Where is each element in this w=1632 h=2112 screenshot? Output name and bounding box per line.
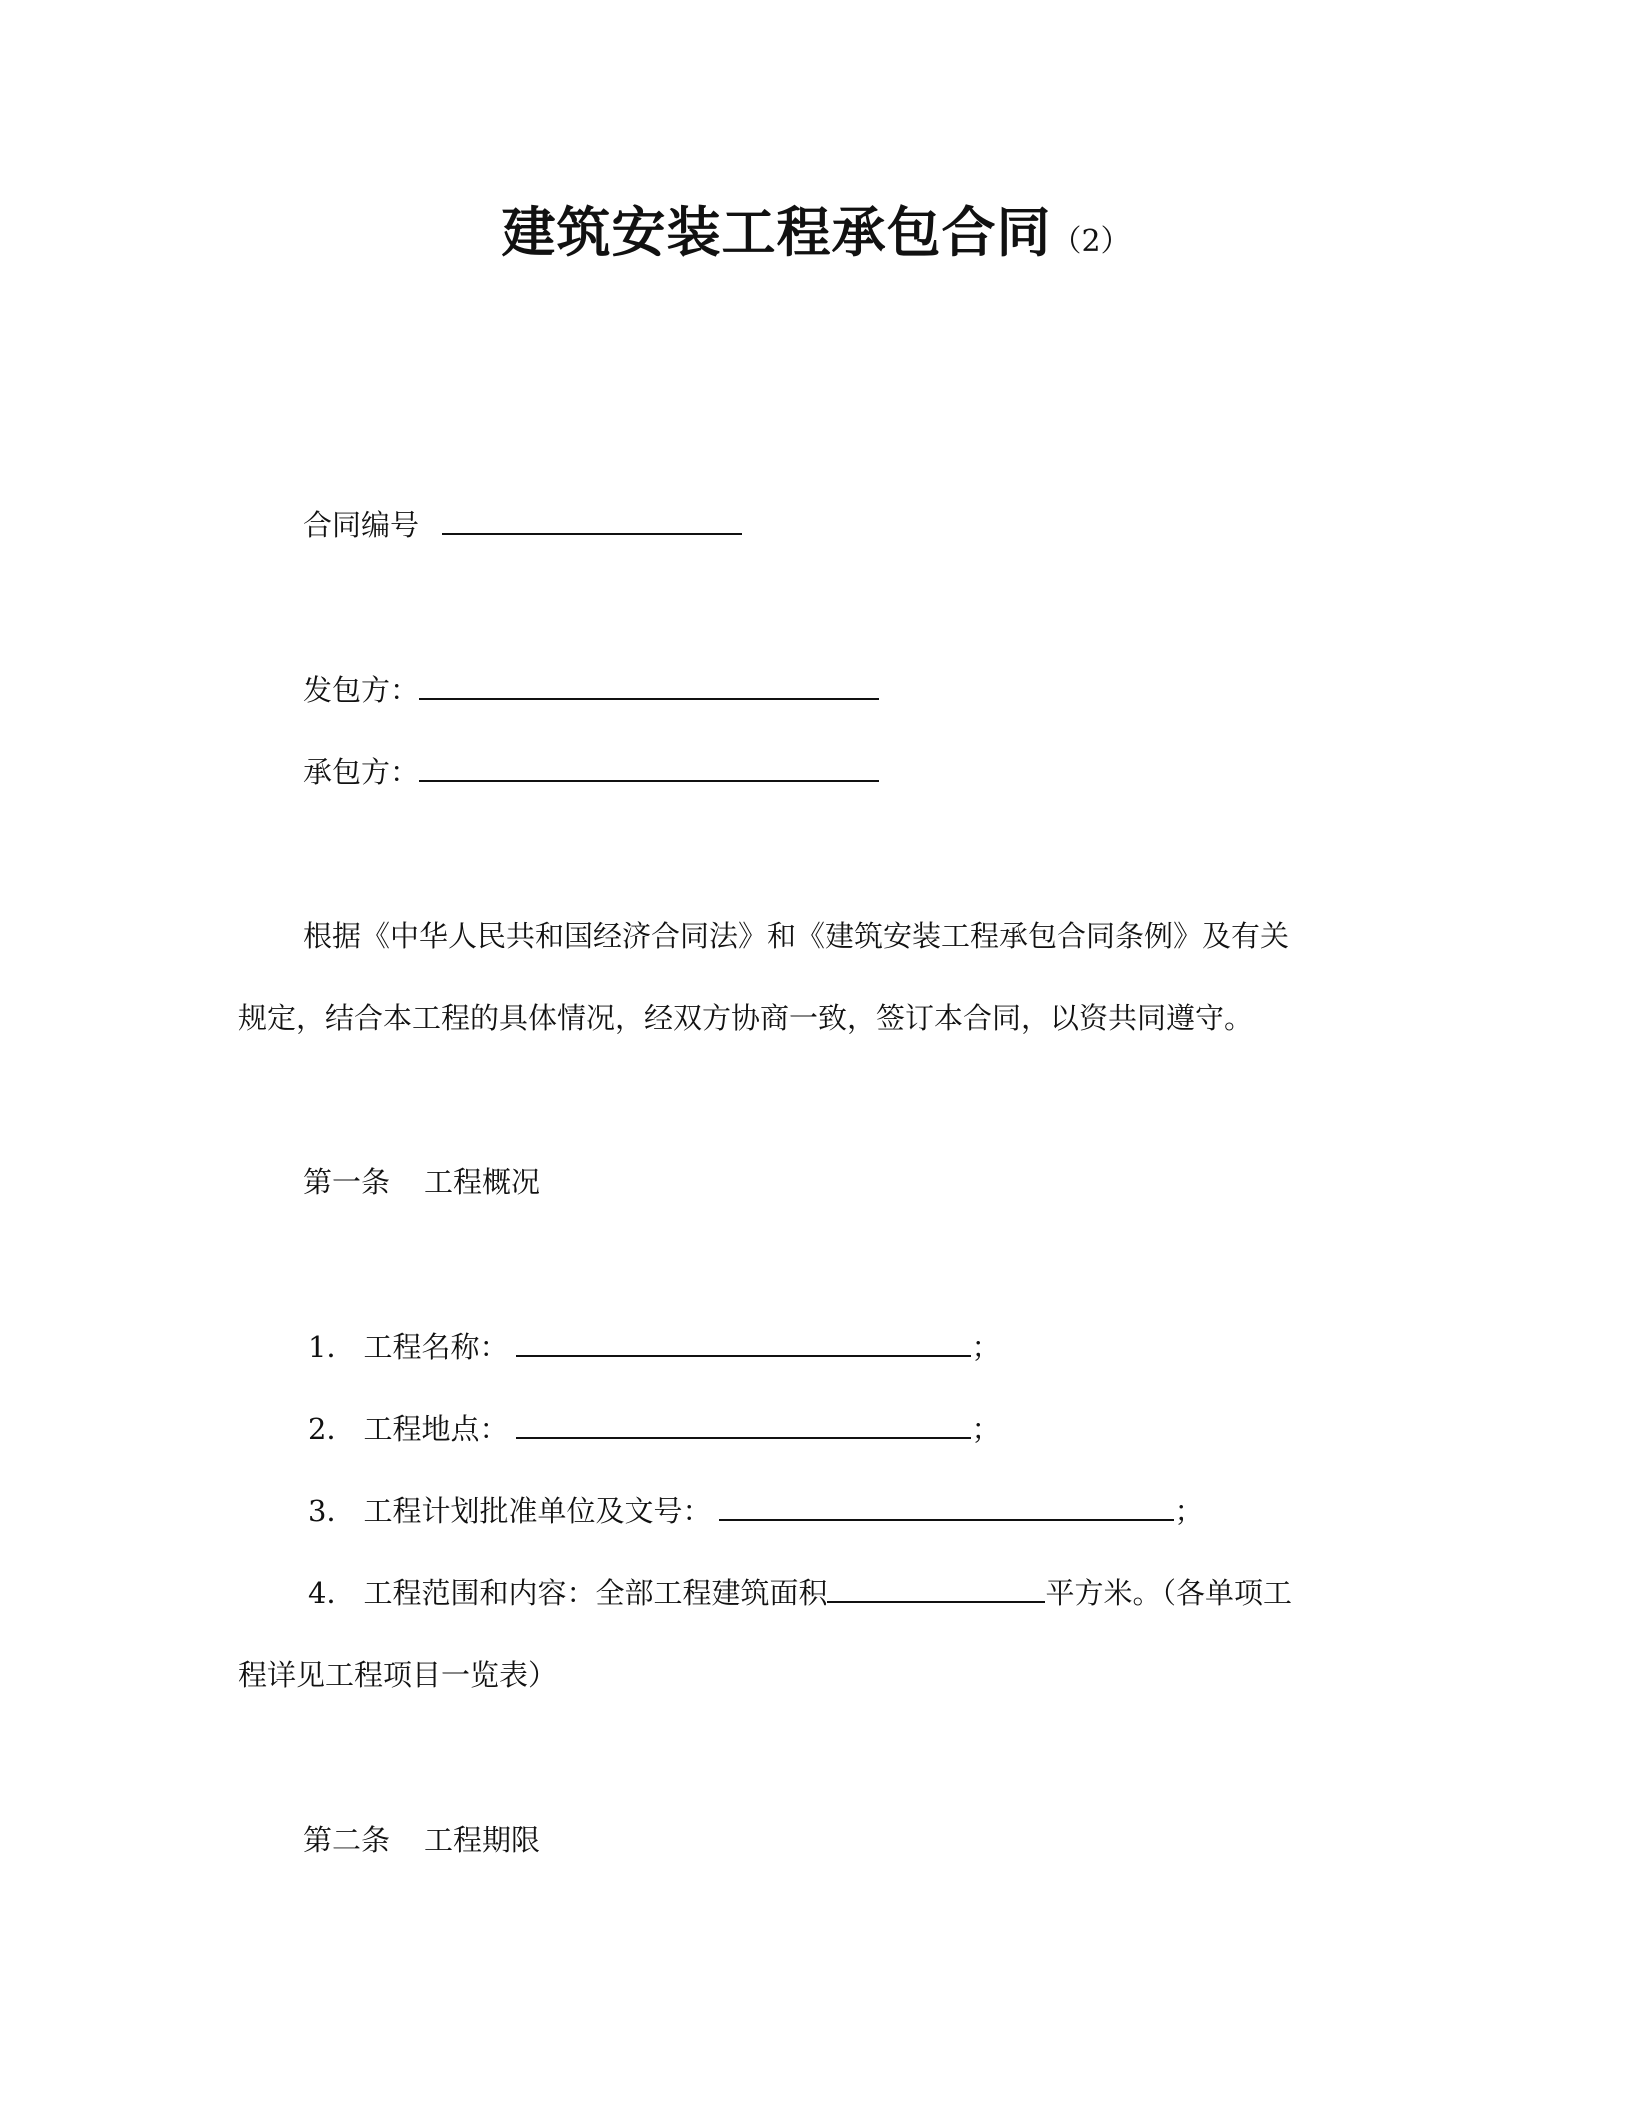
party-a-line (303, 670, 879, 710)
party-b-blank (419, 752, 879, 782)
article-1-item-4 (308, 1573, 1292, 1613)
article-1-item-2 (308, 1409, 1000, 1449)
party-a-label: 发包方： (303, 673, 420, 707)
article-2-title: 工程期限 (424, 1823, 541, 1857)
building-area-blank (827, 1573, 1045, 1603)
article-1-heading (303, 1162, 540, 1202)
item-number: 1． (308, 1330, 356, 1364)
article-1-item-4-continuation: 程详见工程项目一览表） (238, 1658, 558, 1692)
item-end: ； (1174, 1494, 1204, 1528)
item-label: 工程地点： (363, 1412, 509, 1446)
title-suffix: （2） (1051, 224, 1131, 259)
item-number: 4． (308, 1576, 356, 1610)
item-number: 3． (308, 1494, 356, 1528)
project-location-blank (516, 1409, 971, 1439)
item-end: ； (971, 1330, 1001, 1364)
article-1-title: 工程概况 (424, 1165, 541, 1199)
title-main: 建筑安装工程承包合同 (501, 201, 1052, 264)
article-1-number: 第一条 (303, 1165, 391, 1199)
article-1-item-1 (308, 1327, 1000, 1367)
party-b-line (303, 752, 879, 792)
contract-number-blank (442, 505, 742, 535)
party-b-label: 承包方： (303, 755, 420, 789)
item-label: 工程计划批准单位及文号： (363, 1494, 712, 1528)
item-label: 工程范围和内容：全部工程建筑面积 (363, 1576, 828, 1610)
article-2-number: 第二条 (303, 1823, 391, 1857)
party-a-blank (419, 670, 879, 700)
project-name-blank (516, 1327, 971, 1357)
item-end: ； (971, 1412, 1001, 1446)
contract-number-line (303, 505, 742, 545)
article-1-item-3 (308, 1491, 1203, 1531)
contract-number-label: 合同编号 (303, 508, 420, 542)
item-unit: 平方米。（各单项工 (1045, 1576, 1292, 1610)
item-label: 工程名称： (363, 1330, 509, 1364)
item-number: 2． (308, 1412, 356, 1446)
preamble-line-2: 规定，结合本工程的具体情况，经双方协商一致，签订本合同，以资共同遵守。 (238, 1001, 1254, 1035)
preamble-line-1: 根据《中华人民共和国经济合同法》和《建筑安装工程承包合同条例》及有关 (303, 919, 1290, 953)
document-title (0, 190, 1632, 267)
article-2-heading (303, 1820, 540, 1860)
approval-no-blank (719, 1491, 1174, 1521)
